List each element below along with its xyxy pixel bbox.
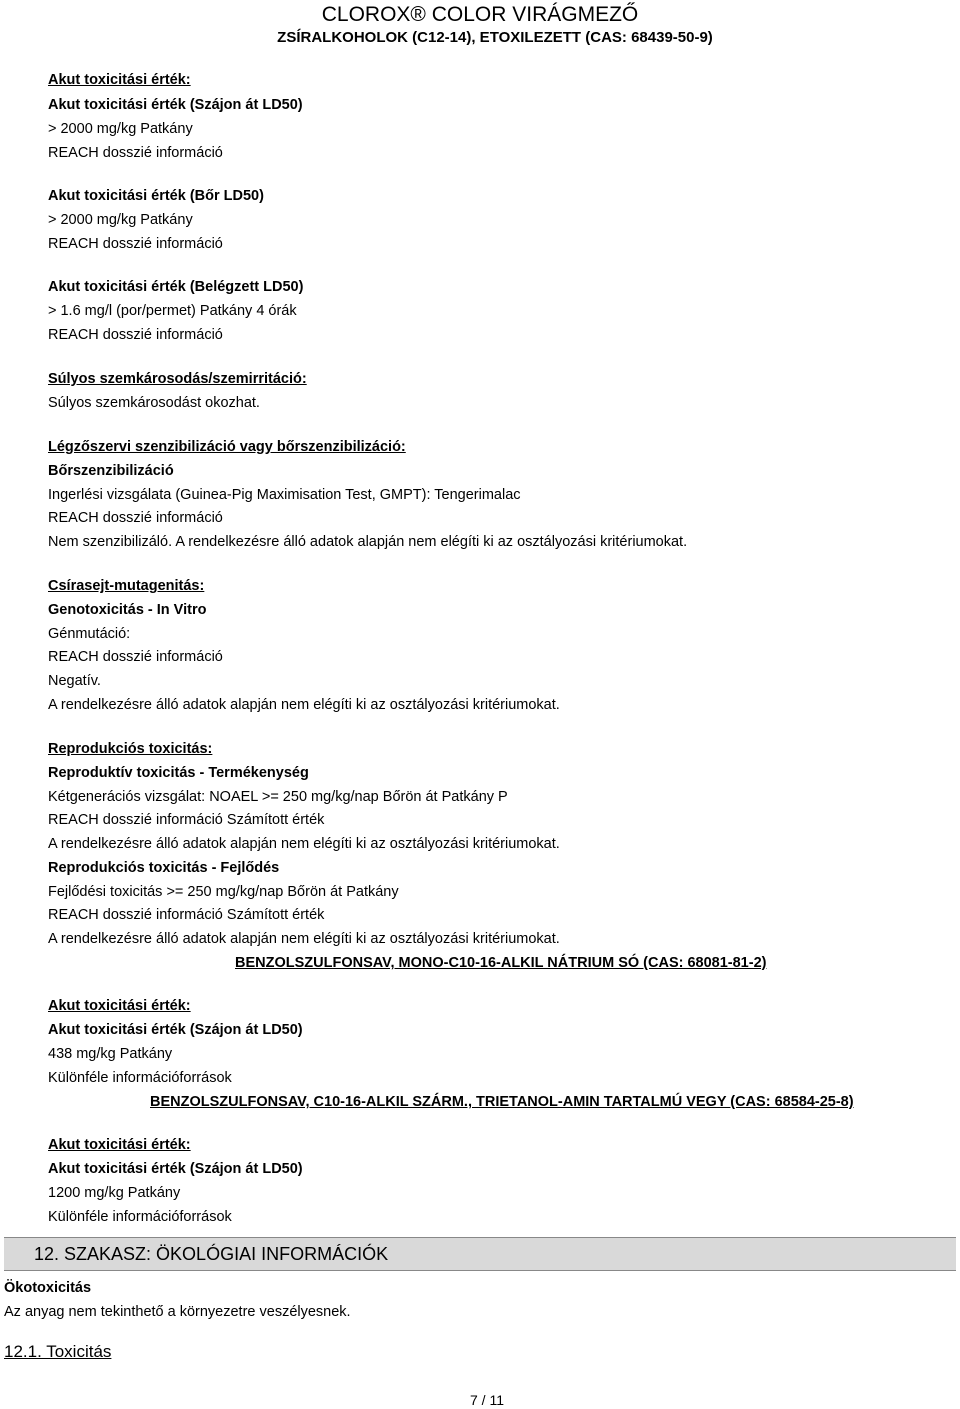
sensitisation-heading: Légzőszervi szenzibilizáció vagy bőrszenzibilizáció: [48, 439, 406, 455]
fertility-study: Kétgenerációs vizsgálat: NOAEL >= 250 mg/kg/nap Bőrön át Patkány P [48, 789, 508, 805]
genotox-result: Negatív. [48, 673, 101, 689]
oral-ld50-value: > 2000 mg/kg Patkány [48, 121, 193, 137]
acute-tox-heading: Akut toxicitási érték: [48, 72, 191, 88]
s3-oral-ld50-label: Akut toxicitási érték (Szájon át LD50) [48, 1161, 303, 1177]
development-classification: A rendelkezésre álló adatok alapján nem elégíti ki az osztályozási kritériumokat. [48, 931, 560, 947]
s2-acute-tox-heading: Akut toxicitási érték: [48, 998, 191, 1014]
page-number: 7 / 11 [470, 1392, 504, 1408]
section-12-bar [4, 1237, 956, 1271]
genotox-label: Genotoxicitás - In Vitro [48, 602, 207, 618]
s3-oral-ld50-source: Különféle információforrások [48, 1209, 232, 1225]
s2-oral-ld50-label: Akut toxicitási érték (Szájon át LD50) [48, 1022, 303, 1038]
inhal-ld50-label: Akut toxicitási érték (Belégzett LD50) [48, 279, 304, 295]
inhal-ld50-source: REACH dosszié információ [48, 327, 223, 343]
subsection-12-1-title: 12.1. Toxicitás [4, 1342, 112, 1361]
substance2-title: BENZOLSZULFONSAV, MONO-C10-16-ALKIL NÁTRIUM SÓ (CAS: 68081-81-2) [235, 955, 767, 971]
skin-sens-result: Nem szenzibilizáló. A rendelkezésre álló adatok alapján nem elégíti ki az osztályozási kritériumokat. [48, 534, 688, 550]
fertility-label: Reproduktív toxicitás - Termékenység [48, 765, 309, 781]
s3-oral-ld50-value: 1200 mg/kg Patkány [48, 1185, 181, 1201]
development-source: REACH dosszié információ Számított érték [48, 907, 325, 923]
fertility-source: REACH dosszié információ Számított érték [48, 812, 325, 828]
dermal-ld50-source: REACH dosszié információ [48, 236, 223, 252]
skin-sens-source: REACH dosszié információ [48, 510, 223, 526]
skin-sens-test: Ingerlési vizsgálata (Guinea-Pig Maximisation Test, GMPT): Tengerimalac [48, 487, 521, 503]
inhal-ld50-value: > 1.6 mg/l (por/permet) Patkány 4 órák [48, 303, 297, 319]
s3-acute-tox-heading: Akut toxicitási érték: [48, 1137, 191, 1153]
repro-tox-heading: Reprodukciós toxicitás: [48, 741, 213, 757]
dermal-ld50-value: > 2000 mg/kg Patkány [48, 212, 193, 228]
substance3-title: BENZOLSZULFONSAV, C10-16-ALKIL SZÁRM., TRIETANOL-AMIN TARTALMÚ VEGY (CAS: 68584-25-8) [150, 1094, 854, 1110]
s2-oral-ld50-value: 438 mg/kg Patkány [48, 1046, 173, 1062]
development-study: Fejlődési toxicitás >= 250 mg/kg/nap Bőrön át Patkány [48, 884, 399, 900]
oral-ld50-label: Akut toxicitási érték (Szájon át LD50) [48, 97, 303, 113]
section-12-title: 12. SZAKASZ: ÖKOLÓGIAI INFORMÁCIÓK [34, 1244, 389, 1264]
gene-mutation-label: Génmutáció: [48, 626, 131, 642]
ecotox-heading: Ökotoxicitás [4, 1280, 92, 1296]
dermal-ld50-label: Akut toxicitási érték (Bőr LD50) [48, 188, 264, 204]
eye-damage-text: Súlyos szemkárosodást okozhat. [48, 395, 260, 411]
skin-sens-label: Bőrszenzibilizáció [48, 463, 174, 479]
genotox-classification: A rendelkezésre álló adatok alapján nem elégíti ki az osztályozási kritériumokat. [48, 697, 560, 713]
ecotox-text: Az anyag nem tekinthető a környezetre veszélyesnek. [4, 1304, 351, 1320]
eye-damage-heading: Súlyos szemkárosodás/szemirritáció: [48, 371, 307, 387]
fertility-classification: A rendelkezésre álló adatok alapján nem elégíti ki az osztályozási kritériumokat. [48, 836, 560, 852]
oral-ld50-source: REACH dosszié információ [48, 145, 223, 161]
s2-oral-ld50-source: Különféle információforrások [48, 1070, 232, 1086]
development-label: Reprodukciós toxicitás - Fejlődés [48, 860, 280, 876]
substance-title: ZSÍRALKOHOLOK (C12-14), ETOXILEZETT (CAS: 68439-50-9) [277, 29, 713, 46]
mutagenicity-heading: Csírasejt-mutagenitás: [48, 578, 205, 594]
genotox-source: REACH dosszié információ [48, 649, 223, 665]
product-title: CLOROX® COLOR VIRÁGMEZŐ [321, 3, 639, 26]
